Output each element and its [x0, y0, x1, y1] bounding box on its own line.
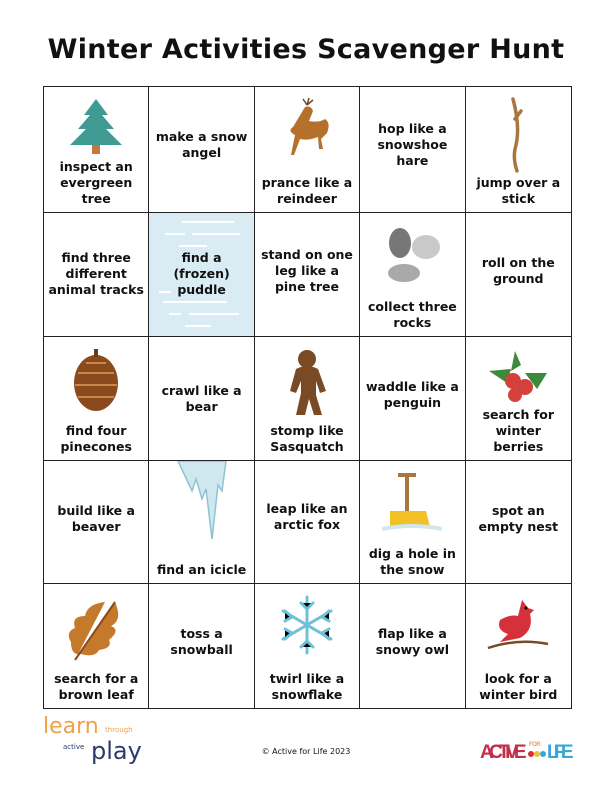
- cell-snowy-owl: [360, 584, 465, 708]
- cell-frozen-puddle: [149, 213, 254, 337]
- sasquatch-icon: [280, 347, 334, 419]
- cell-rocks: [360, 213, 465, 337]
- page-title: Winter Activities Scavenger Hunt: [47, 34, 565, 65]
- cell-dig-hole: [360, 461, 465, 585]
- icicle-icon: [174, 461, 230, 543]
- cell-label: search for winter berries: [482, 406, 554, 454]
- cell-label: crawl like a bear: [161, 382, 242, 414]
- pinecone-icon: [70, 347, 122, 413]
- ice-line: [165, 233, 185, 235]
- holly-berries-icon: [485, 347, 551, 405]
- cell-label: look for a winter bird: [479, 671, 558, 702]
- cell-label: waddle like a penguin: [365, 378, 459, 410]
- cell-label: make a snow angel: [155, 129, 248, 160]
- cell-beaver: [44, 461, 149, 585]
- cell-winter-bird: [466, 584, 571, 708]
- ice-line: [182, 221, 234, 223]
- cell-label: find a (frozen) puddle: [173, 250, 230, 298]
- cell-penguin: [360, 337, 465, 461]
- cell-label: search for a brown leaf: [54, 671, 139, 702]
- cell-stick: [466, 87, 571, 213]
- cell-label: dig a hole in the snow: [368, 546, 456, 578]
- snowflake-icon: [276, 594, 338, 656]
- cell-snowflake: [255, 584, 360, 708]
- scavenger-grid: [43, 86, 572, 709]
- cell-label: flap like a snowy owl: [375, 626, 450, 658]
- cell-label: roll on the ground: [481, 255, 555, 286]
- ice-line: [189, 313, 239, 315]
- shovel-icon: [382, 471, 442, 533]
- cell-label: leap like an arctic fox: [266, 500, 348, 532]
- svg-text:play: play: [91, 737, 142, 765]
- evergreen-tree-icon: [66, 97, 126, 159]
- ice-line: [163, 301, 227, 303]
- cell-snowball: [149, 584, 254, 708]
- svg-text:LIFE: LIFE: [547, 742, 573, 762]
- oak-leaf-icon: [65, 594, 127, 664]
- cell-sasquatch: [255, 337, 360, 461]
- cell-pinecones: [44, 337, 149, 461]
- stick-icon: [503, 97, 533, 173]
- cell-label: toss a snowball: [170, 626, 233, 658]
- cell-label: stomp like Sasquatch: [270, 422, 344, 454]
- learn-through-active-play-logo: [43, 713, 153, 769]
- svg-text:through: through: [105, 726, 133, 734]
- cell-snow-angel: [149, 87, 254, 213]
- cell-berries: [466, 337, 571, 461]
- cell-pine-tree-pose: [255, 213, 360, 337]
- cell-label: twirl like a snowflake: [269, 671, 345, 702]
- cell-label: spot an empty nest: [478, 502, 559, 534]
- cell-label: stand on one leg like a pine tree: [261, 247, 353, 294]
- cell-label: find an icicle: [156, 562, 247, 578]
- cell-label: build like a beaver: [57, 502, 135, 534]
- svg-text:learn: learn: [43, 714, 99, 739]
- cell-label: jump over a stick: [476, 175, 561, 206]
- reindeer-icon: [277, 97, 337, 165]
- cell-icicle: [149, 461, 254, 585]
- cell-animal-tracks: [44, 213, 149, 337]
- cell-reindeer: [255, 87, 360, 213]
- cell-label: find three different animal tracks: [48, 250, 144, 298]
- svg-text:ACTIVE: ACTIVE: [480, 742, 526, 762]
- cell-label: prance like a reindeer: [261, 175, 353, 206]
- ice-line: [179, 245, 207, 247]
- cell-bear: [149, 337, 254, 461]
- cell-label: find four pinecones: [60, 422, 132, 454]
- cell-evergreen: [44, 87, 149, 213]
- ice-line: [169, 313, 181, 315]
- cell-snowshoe-hare: [360, 87, 465, 213]
- cell-empty-nest: [466, 461, 571, 585]
- cardinal-icon: [486, 594, 550, 654]
- svg-text:FOR: FOR: [529, 742, 541, 748]
- cell-label: hop like a snowshoe hare: [377, 121, 448, 168]
- ice-line: [185, 325, 211, 327]
- ice-line: [192, 233, 240, 235]
- rocks-icon: [380, 223, 444, 285]
- cell-arctic-fox: [255, 461, 360, 585]
- svg-text:active: active: [63, 743, 85, 751]
- cell-label: collect three rocks: [368, 298, 457, 330]
- active-for-life-logo: [480, 738, 576, 767]
- copyright: © Active for Life 2023: [261, 747, 351, 756]
- cell-roll: [466, 213, 571, 337]
- cell-label: inspect an evergreen tree: [59, 159, 133, 206]
- cell-brown-leaf: [44, 584, 149, 708]
